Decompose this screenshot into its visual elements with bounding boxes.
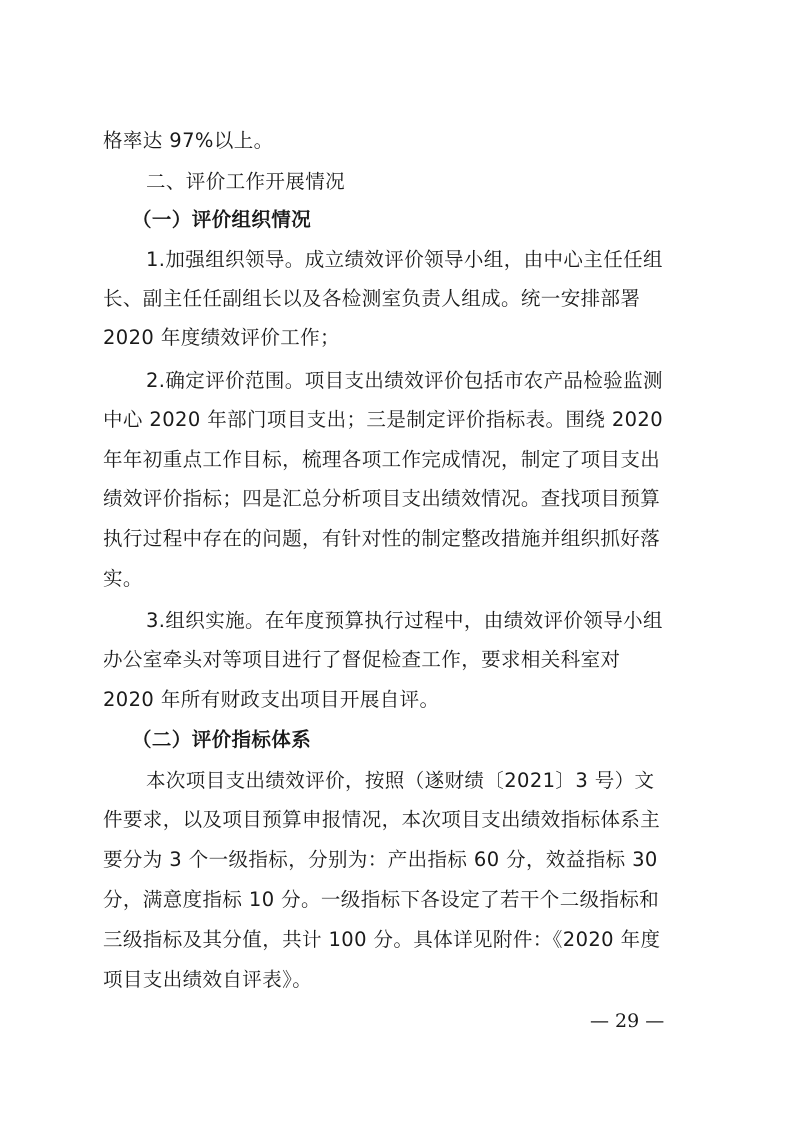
paragraph-3-line-3: 2020 年所有财政支出项目开展自评。 — [103, 688, 440, 711]
paragraph-2-line-6: 实。 — [103, 567, 143, 590]
paragraph-4-line-5: 三级指标及其分值，共计 100 分。具体详见附件：《2020 年度 — [103, 928, 661, 951]
text-line-continuation: 格率达 97%以上。 — [103, 129, 274, 152]
subsection-heading-2: （二）评价指标体系 — [132, 728, 312, 751]
paragraph-1-line-2: 长、副主任任副组长以及各检测室负责人组成。统一安排部署 — [103, 287, 641, 310]
paragraph-3-line-1: 3.组织实施。在年度预算执行过程中，由绩效评价领导小组 — [146, 609, 663, 632]
paragraph-4-line-1: 本次项目支出绩效评价，按照（遂财绩〔2021〕3 号）文 — [146, 769, 655, 792]
paragraph-2-line-1: 2.确定评价范围。项目支出绩效评价包括市农产品检验监测 — [146, 369, 663, 392]
paragraph-2-line-5: 执行过程中存在的问题，有针对性的制定整改措施并组织抓好落 — [103, 527, 661, 550]
paragraph-2-line-3: 年年初重点工作目标，梳理各项工作完成情况，制定了项目支出 — [103, 448, 661, 471]
page-number: — 29 — — [590, 1010, 665, 1032]
paragraph-1-line-1: 1.加强组织领导。成立绩效评价领导小组，由中心主任任组 — [146, 248, 663, 271]
paragraph-2-line-2: 中心 2020 年部门项目支出；三是制定评价指标表。围绕 2020 — [103, 408, 664, 431]
section-heading-2: 二、评价工作开展情况 — [146, 170, 346, 193]
paragraph-4-line-3: 要分为 3 个一级指标，分别为：产出指标 60 分，效益指标 30 — [103, 848, 658, 871]
paragraph-1-line-3: 2020 年度绩效评价工作； — [103, 326, 340, 349]
paragraph-4-line-2: 件要求，以及项目预算申报情况，本次项目支出绩效指标体系主 — [103, 808, 661, 831]
paragraph-3-line-2: 办公室牵头对等项目进行了督促检查工作，要求相关科室对 — [103, 648, 621, 671]
paragraph-4-line-4: 分，满意度指标 10 分。一级指标下各设定了若干个二级指标和 — [103, 888, 660, 911]
paragraph-2-line-4: 绩效评价指标；四是汇总分析项目支出绩效情况。查找项目预算 — [103, 487, 661, 510]
subsection-heading-1: （一）评价组织情况 — [132, 208, 312, 231]
paragraph-4-line-6: 项目支出绩效自评表》。 — [103, 968, 313, 991]
